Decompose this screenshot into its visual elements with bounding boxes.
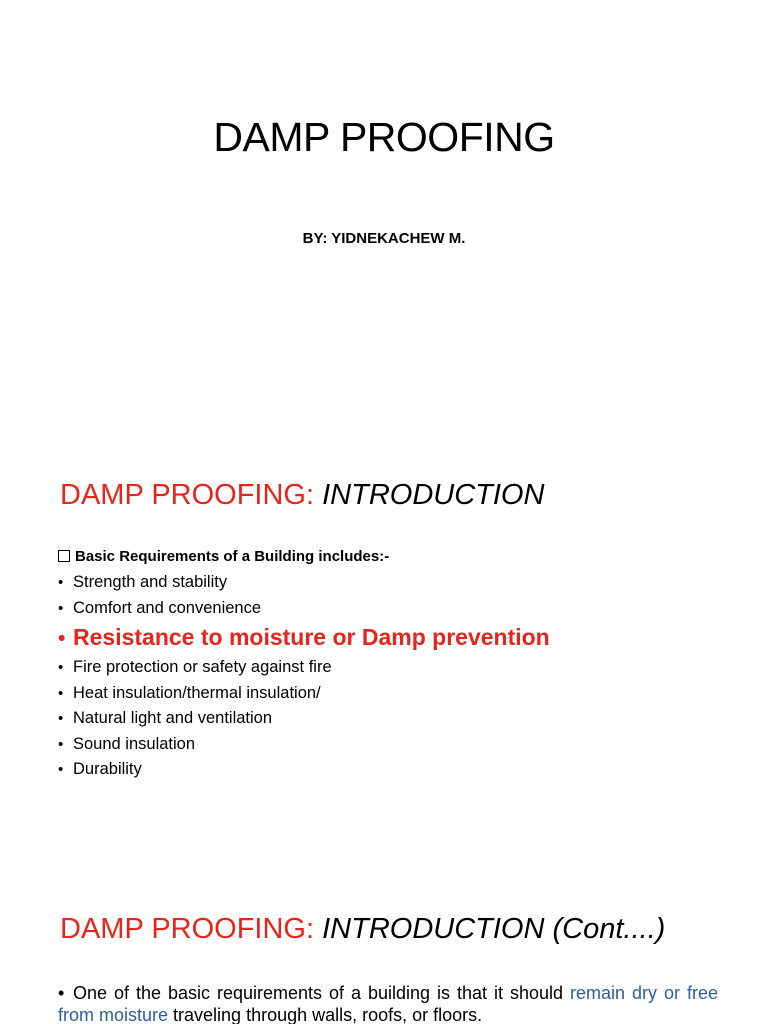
list-item-text: Heat insulation/thermal insulation/ [73, 683, 321, 702]
bullet-icon: • [58, 983, 65, 1003]
introduction-cont-slide [0, 862, 768, 1024]
list-item-text: Fire protection or safety against fire [73, 658, 332, 676]
list-item-text: Comfort and convenience [73, 598, 262, 617]
section-title [60, 478, 544, 513]
list-item-text: Natural light and ventilation [73, 709, 273, 727]
list-item-highlighted [58, 621, 738, 655]
bullet-icon: • [58, 684, 64, 702]
list-item [58, 596, 738, 622]
requirements-list [58, 544, 738, 783]
section-title-main: DAMP PROOFING: [60, 479, 323, 511]
list-item [58, 706, 738, 732]
list-item-text: Resistance to moisture or Damp prevention [73, 624, 550, 650]
para-text-end: traveling through walls, roofs, or floors. [168, 1005, 483, 1024]
bullet-icon: • [58, 761, 64, 778]
bullet-icon: • [58, 627, 66, 650]
para-text-highlight: remain dry or free from moisture [58, 983, 718, 1024]
title-slide [0, 0, 768, 430]
section-title-sub: INTRODUCTION [322, 479, 545, 511]
bullet-icon: • [58, 574, 64, 591]
bullet-icon: • [58, 659, 64, 676]
section-title-main: DAMP PROOFING: [60, 913, 323, 945]
list-item-text: Durability [73, 760, 142, 778]
section-title-sub: INTRODUCTION (Cont....) [322, 913, 666, 945]
list-item [58, 570, 738, 596]
list-item [58, 732, 738, 758]
list-item [58, 655, 738, 681]
bullet-icon: • [58, 710, 64, 727]
body-paragraph [58, 982, 718, 1024]
para-text-start: One of the basic requirements of a building is that it should [73, 983, 570, 1003]
list-item [58, 681, 738, 707]
section-title [60, 912, 665, 947]
bullet-icon: • [58, 599, 64, 617]
introduction-slide [0, 430, 768, 862]
main-title: DAMP PROOFING [213, 114, 555, 160]
list-item [58, 757, 738, 783]
author-line: BY: YIDNEKACHEW M. [302, 230, 466, 247]
list-item-text: Sound insulation [73, 734, 196, 753]
list-heading-text: Basic Requirements of a Building includes:- [75, 548, 390, 565]
bullet-icon: • [58, 735, 64, 753]
list-item-text: Strength and stability [73, 573, 228, 591]
list-heading [58, 544, 738, 570]
checkbox-bullet-icon [58, 550, 70, 562]
